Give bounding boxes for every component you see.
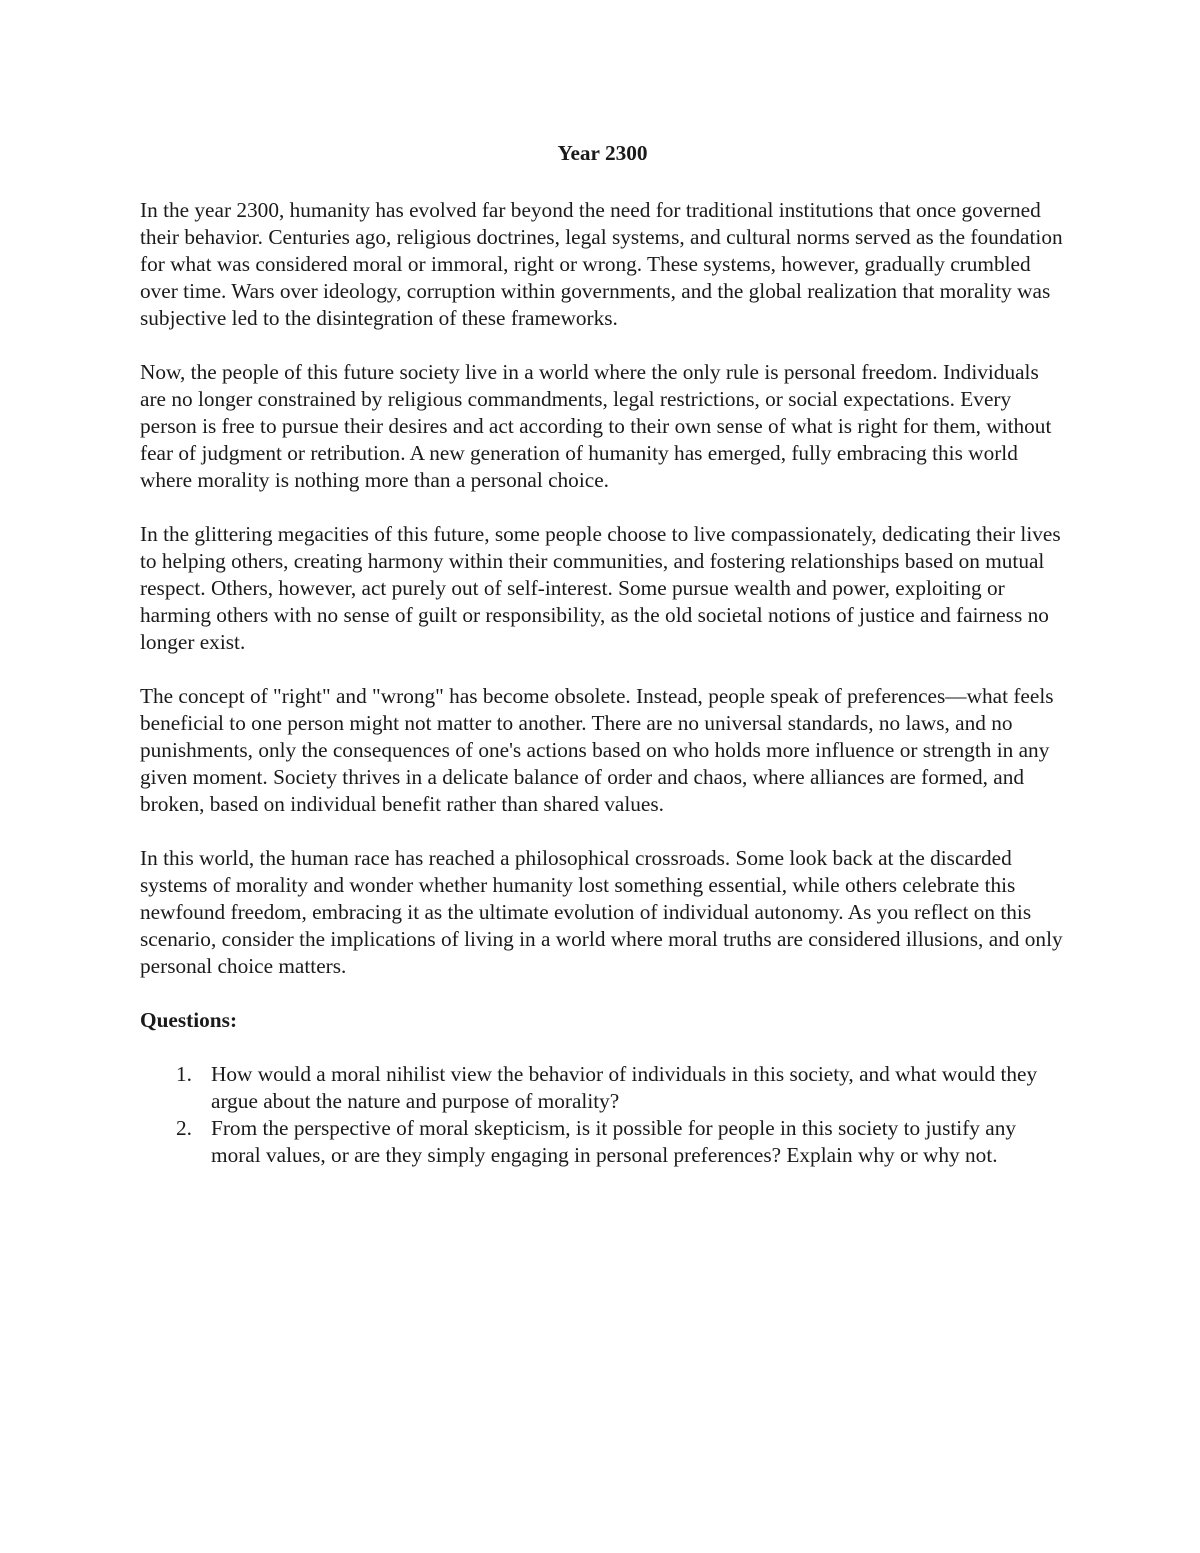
question-number: 1. [176,1062,192,1086]
paragraph-5: In this world, the human race has reached a philosophical crossroads. Some look back at the discarded systems of morality and wonder whether humanity lost something essential, while others celebrate this newfound freedom, embracing it as the ultimate evolution of individual autonomy. As you reflect on this scenario, consider the implications of living in a world where moral truths are considered illusions, and only personal choice matters. [140,846,1063,978]
questions-heading: Questions: [140,1008,238,1032]
question-text: From the perspective of moral skepticism, is it possible for people in this society to justify any moral values, or are they simply engaging in personal preferences? Explain why or why not. [211,1116,1017,1167]
question-number: 2. [176,1116,192,1140]
question-item [140,1061,1065,1115]
questions-list [140,1061,1065,1169]
question-item [140,1115,1065,1169]
document-title: Year 2300 [557,141,648,165]
paragraph-1: In the year 2300, humanity has evolved far beyond the need for traditional institutions that once governed their behavior. Centuries ago, religious doctrines, legal systems, and cultural norms served as the foundation for what was considered moral or immoral, right or wrong. These systems, however, gradually crumbled over time. Wars over ideology, corruption within governments, and the global realization that morality was subjective led to the disintegration of these frameworks. [140,198,1063,330]
paragraph-2: Now, the people of this future society live in a world where the only rule is personal freedom. Individuals are no longer constrained by religious commandments, legal restrictions, or social expectations. Every person is free to pursue their desires and act according to their own sense of what is right for them, without fear of judgment or retribution. A new generation of humanity has emerged, fully embracing this world where morality is nothing more than a personal choice. [140,360,1052,492]
paragraph-4: The concept of "right" and "wrong" has become obsolete. Instead, people speak of preferences—what feels beneficial to one person might not matter to another. There are no universal standards, no laws, and no punishments, only the consequences of one's actions based on who holds more influence or strength in any given moment. Society thrives in a delicate balance of order and chaos, where alliances are formed, and broken, based on individual benefit rather than shared values. [140,684,1054,816]
paragraph-3: In the glittering megacities of this future, some people choose to live compassionately, dedicating their lives to helping others, creating harmony within their communities, and fostering relationships based on mutual respect. Others, however, act purely out of self-interest. Some pursue wealth and power, exploiting or harming others with no sense of guilt or responsibility, as the old societal notions of justice and fairness no longer exist. [140,522,1061,654]
document-page [140,140,1065,1169]
question-text: How would a moral nihilist view the behavior of individuals in this society, and what would they argue about the nature and purpose of morality? [211,1062,1038,1113]
